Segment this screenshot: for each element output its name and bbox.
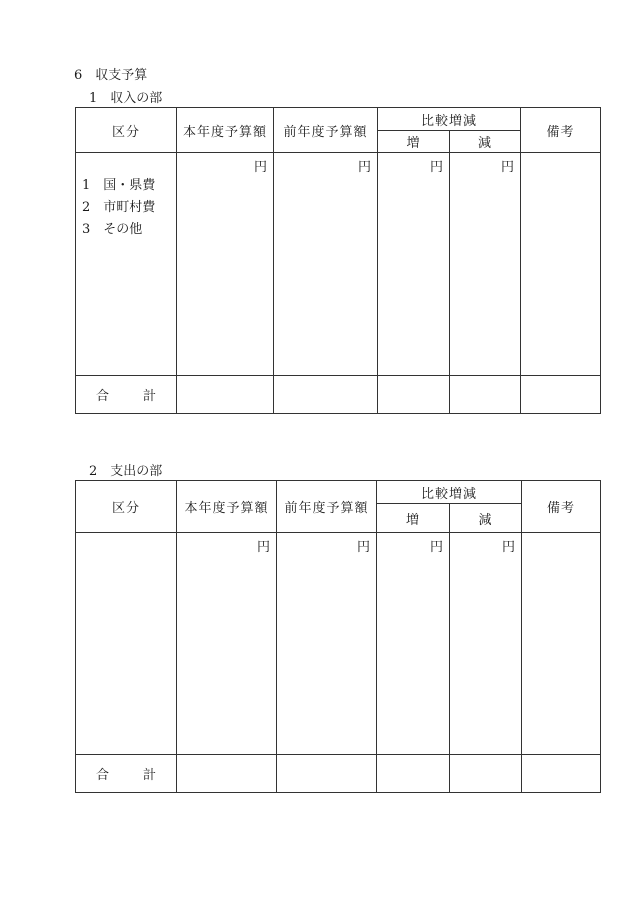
category-cell (76, 153, 177, 376)
yen-unit-previous: 円 (277, 533, 377, 755)
header-category: 区分 (76, 108, 177, 153)
header-remarks: 備考 (521, 108, 601, 153)
total-increase (377, 755, 450, 793)
total-decrease (450, 755, 522, 793)
total-decrease (450, 376, 521, 414)
section-title: 6 収支予算 (74, 68, 148, 83)
yen-unit-decrease: 円 (450, 533, 522, 755)
total-label-part2: 計 (143, 389, 157, 404)
total-label-part2: 計 (143, 768, 157, 783)
header-comparison: 比較増減 (377, 481, 522, 504)
total-current (177, 755, 277, 793)
remarks-cell (521, 153, 601, 376)
total-label (76, 755, 177, 793)
income-heading: 1 収入の部 (89, 91, 163, 106)
income-item-national-prefectural: 1 国・県費 (82, 178, 156, 193)
header-remarks: 備考 (522, 481, 601, 533)
header-comparison: 比較増減 (378, 108, 521, 131)
yen-unit-current: 円 (177, 153, 274, 376)
header-current-budget: 本年度予算額 (177, 481, 277, 533)
remarks-cell (522, 533, 601, 755)
total-current (177, 376, 274, 414)
expense-heading: 2 支出の部 (89, 464, 163, 479)
total-label-part1: 合 (95, 768, 109, 783)
header-increase: 増 (377, 504, 450, 533)
income-item-municipal: 2 市町村費 (82, 200, 156, 215)
header-decrease: 減 (450, 504, 522, 533)
header-current-budget: 本年度予算額 (177, 108, 274, 153)
header-previous-budget: 前年度予算額 (277, 481, 377, 533)
yen-unit-previous: 円 (274, 153, 378, 376)
total-previous (277, 755, 377, 793)
header-increase: 増 (378, 131, 450, 153)
yen-unit-decrease: 円 (450, 153, 521, 376)
total-remarks (521, 376, 601, 414)
income-table (75, 107, 601, 414)
income-item-other: 3 その他 (82, 222, 143, 237)
total-remarks (522, 755, 601, 793)
yen-unit-current: 円 (177, 533, 277, 755)
header-previous-budget: 前年度予算額 (274, 108, 378, 153)
yen-unit-increase: 円 (378, 153, 450, 376)
expense-table (75, 480, 601, 793)
total-previous (274, 376, 378, 414)
header-category: 区分 (76, 481, 177, 533)
yen-unit-increase: 円 (377, 533, 450, 755)
total-increase (378, 376, 450, 414)
total-label (76, 376, 177, 414)
header-decrease: 減 (450, 131, 521, 153)
total-label-part1: 合 (95, 389, 109, 404)
category-cell (76, 533, 177, 755)
